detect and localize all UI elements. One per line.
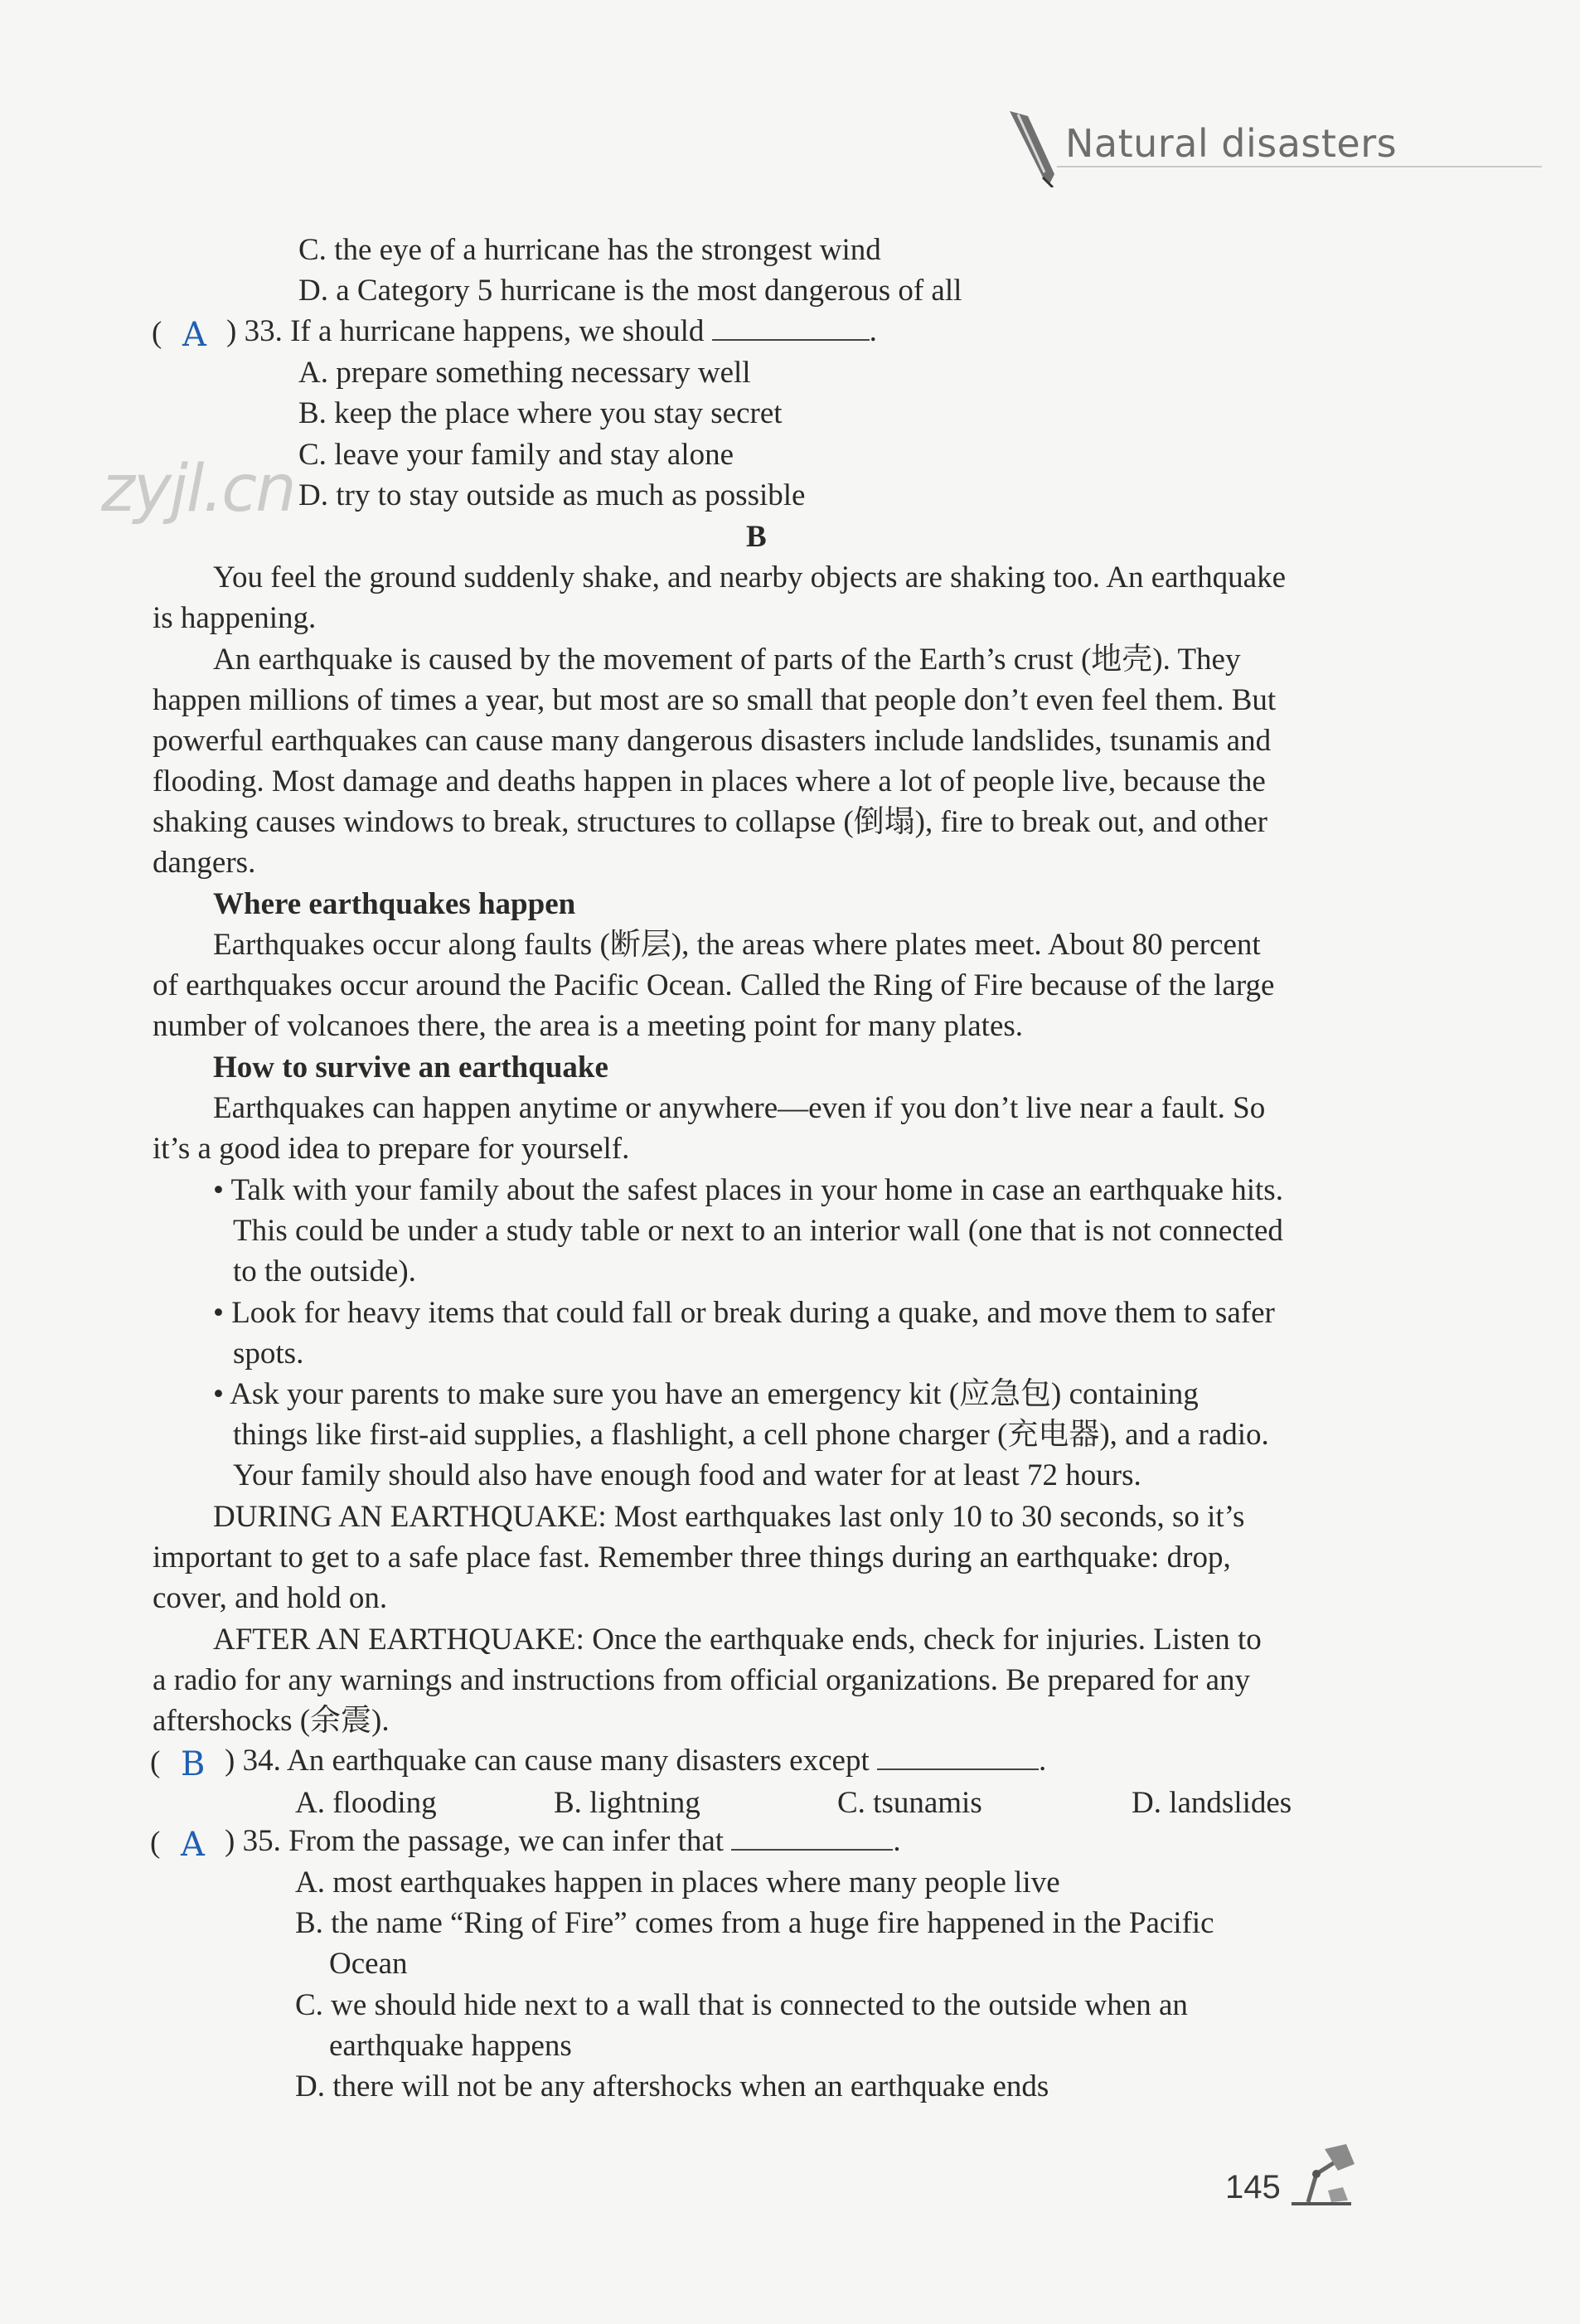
passage-line: Earthquakes can happen anytime or anywhere—even if you don’t live near a fault. So [213, 1091, 1266, 1125]
passage-line: You feel the ground suddenly shake, and nearby objects are shaking too. An earthquake [213, 560, 1286, 594]
passage-line: powerful earthquakes can cause many dangerous disasters include landslides, tsunamis and [153, 724, 1272, 758]
section-b-heading: B [746, 520, 767, 554]
passage-line: happen millions of times a year, but most are so small that people don’t even feel them. But [153, 683, 1277, 717]
q35-blank [731, 1824, 893, 1851]
pen-icon [1003, 108, 1063, 187]
q34-stem: ) 34. An earthquake can cause many disasters except . [225, 1744, 1047, 1778]
passage-line: flooding. Most damage and deaths happen in places where a lot of people live, because the [153, 764, 1266, 798]
q32-option-c: C. the eye of a hurricane has the strongest wind [298, 233, 881, 267]
passage-line: a radio for any warnings and instructions from official organizations. Be prepared for any [153, 1663, 1251, 1697]
bullet-line: Your family should also have enough food and water for at least 72 hours. [233, 1458, 1141, 1492]
q33-answer: A [182, 316, 206, 354]
q35-option-c: C. we should hide next to a wall that is connected to the outside when an [295, 1988, 1188, 2022]
bullet-line: • Look for heavy items that could fall or break during a quake, and move them to safer [213, 1296, 1275, 1330]
q34-option-d: D. landslides [1132, 1786, 1292, 1820]
passage-line: is happening. [153, 601, 317, 635]
subheading-survive: How to survive an earthquake [213, 1050, 608, 1084]
bullet-line: to the outside). [233, 1254, 416, 1288]
q32-option-d: D. a Category 5 hurricane is the most dangerous of all [298, 274, 962, 308]
q35-option-b-cont: Ocean [329, 1947, 408, 1981]
q33-option-c: C. leave your family and stay alone [298, 438, 734, 472]
passage-line: Earthquakes occur along faults (断层), the areas where plates meet. About 80 percent [213, 928, 1261, 962]
q33-stem: ) 33. If a hurricane happens, we should . [226, 314, 877, 348]
q35-option-a: A. most earthquakes happen in places where many people live [295, 1866, 1060, 1899]
watermark: zyjl.cn [101, 452, 295, 526]
q35-answer: A [181, 1826, 205, 1864]
bullet-line: • Talk with your family about the safest places in your home in case an earthquake hits. [213, 1173, 1283, 1207]
q33-blank [712, 314, 870, 341]
passage-line: important to get to a safe place fast. Remember three things during an earthquake: drop, [153, 1540, 1231, 1574]
bullet-line: spots. [233, 1337, 304, 1371]
q34-option-b: B. lightning [554, 1786, 700, 1820]
passage-line: An earthquake is caused by the movement of parts of the Earth’s crust (地壳). They [213, 643, 1241, 677]
passage-line: it’s a good idea to prepare for yourself. [153, 1132, 630, 1166]
passage-line: shaking causes windows to break, structures to collapse (倒塌), fire to break out, and other [153, 805, 1267, 839]
q33-open-paren: ( [152, 316, 162, 350]
q34-open-paren: ( [150, 1745, 161, 1779]
page-number: 145 [1225, 2169, 1281, 2205]
q33-option-a: A. prepare something necessary well [298, 356, 751, 390]
passage-line: number of volcanoes there, the area is a meeting point for many plates. [153, 1009, 1024, 1043]
desk-lamp-icon [1283, 2137, 1359, 2209]
passage-line: of earthquakes occur around the Pacific Ocean. Called the Ring of Fire because of the large [153, 968, 1275, 1002]
q35-stem: ) 35. From the passage, we can infer that . [225, 1824, 901, 1858]
page-header [986, 99, 1542, 191]
q34-option-c: C. tsunamis [837, 1786, 982, 1820]
subheading-where: Where earthquakes happen [213, 887, 576, 921]
q34-option-a: A. flooding [295, 1786, 437, 1820]
q35-option-d: D. there will not be any aftershocks when an earthquake ends [295, 2069, 1049, 2103]
q35-open-paren: ( [150, 1826, 161, 1860]
header-rule [1057, 166, 1542, 167]
bullet-line: This could be under a study table or next to an interior wall (one that is not connected [233, 1214, 1283, 1248]
passage-line: aftershocks (余震). [153, 1704, 390, 1738]
q33-option-b: B. keep the place where you stay secret [298, 396, 783, 430]
q35-option-c-cont: earthquake happens [329, 2029, 572, 2063]
passage-line: dangers. [153, 846, 256, 880]
passage-line: cover, and hold on. [153, 1581, 388, 1615]
passage-line: AFTER AN EARTHQUAKE: Once the earthquake ends, check for injuries. Listen to [213, 1623, 1262, 1657]
q33-option-d: D. try to stay outside as much as possible [298, 478, 806, 512]
bullet-line: things like first-aid supplies, a flashlight, a cell phone charger (充电器), and a radio. [233, 1418, 1269, 1452]
q35-option-b: B. the name “Ring of Fire” comes from a huge fire happened in the Pacific [295, 1906, 1214, 1940]
q34-answer: B [181, 1745, 206, 1783]
q34-blank [877, 1744, 1039, 1770]
passage-line: DURING AN EARTHQUAKE: Most earthquakes last only 10 to 30 seconds, so it’s [213, 1500, 1245, 1534]
header-title: Natural disasters [1065, 121, 1398, 166]
bullet-line: • Ask your parents to make sure you have an emergency kit (应急包) containing [213, 1377, 1199, 1411]
